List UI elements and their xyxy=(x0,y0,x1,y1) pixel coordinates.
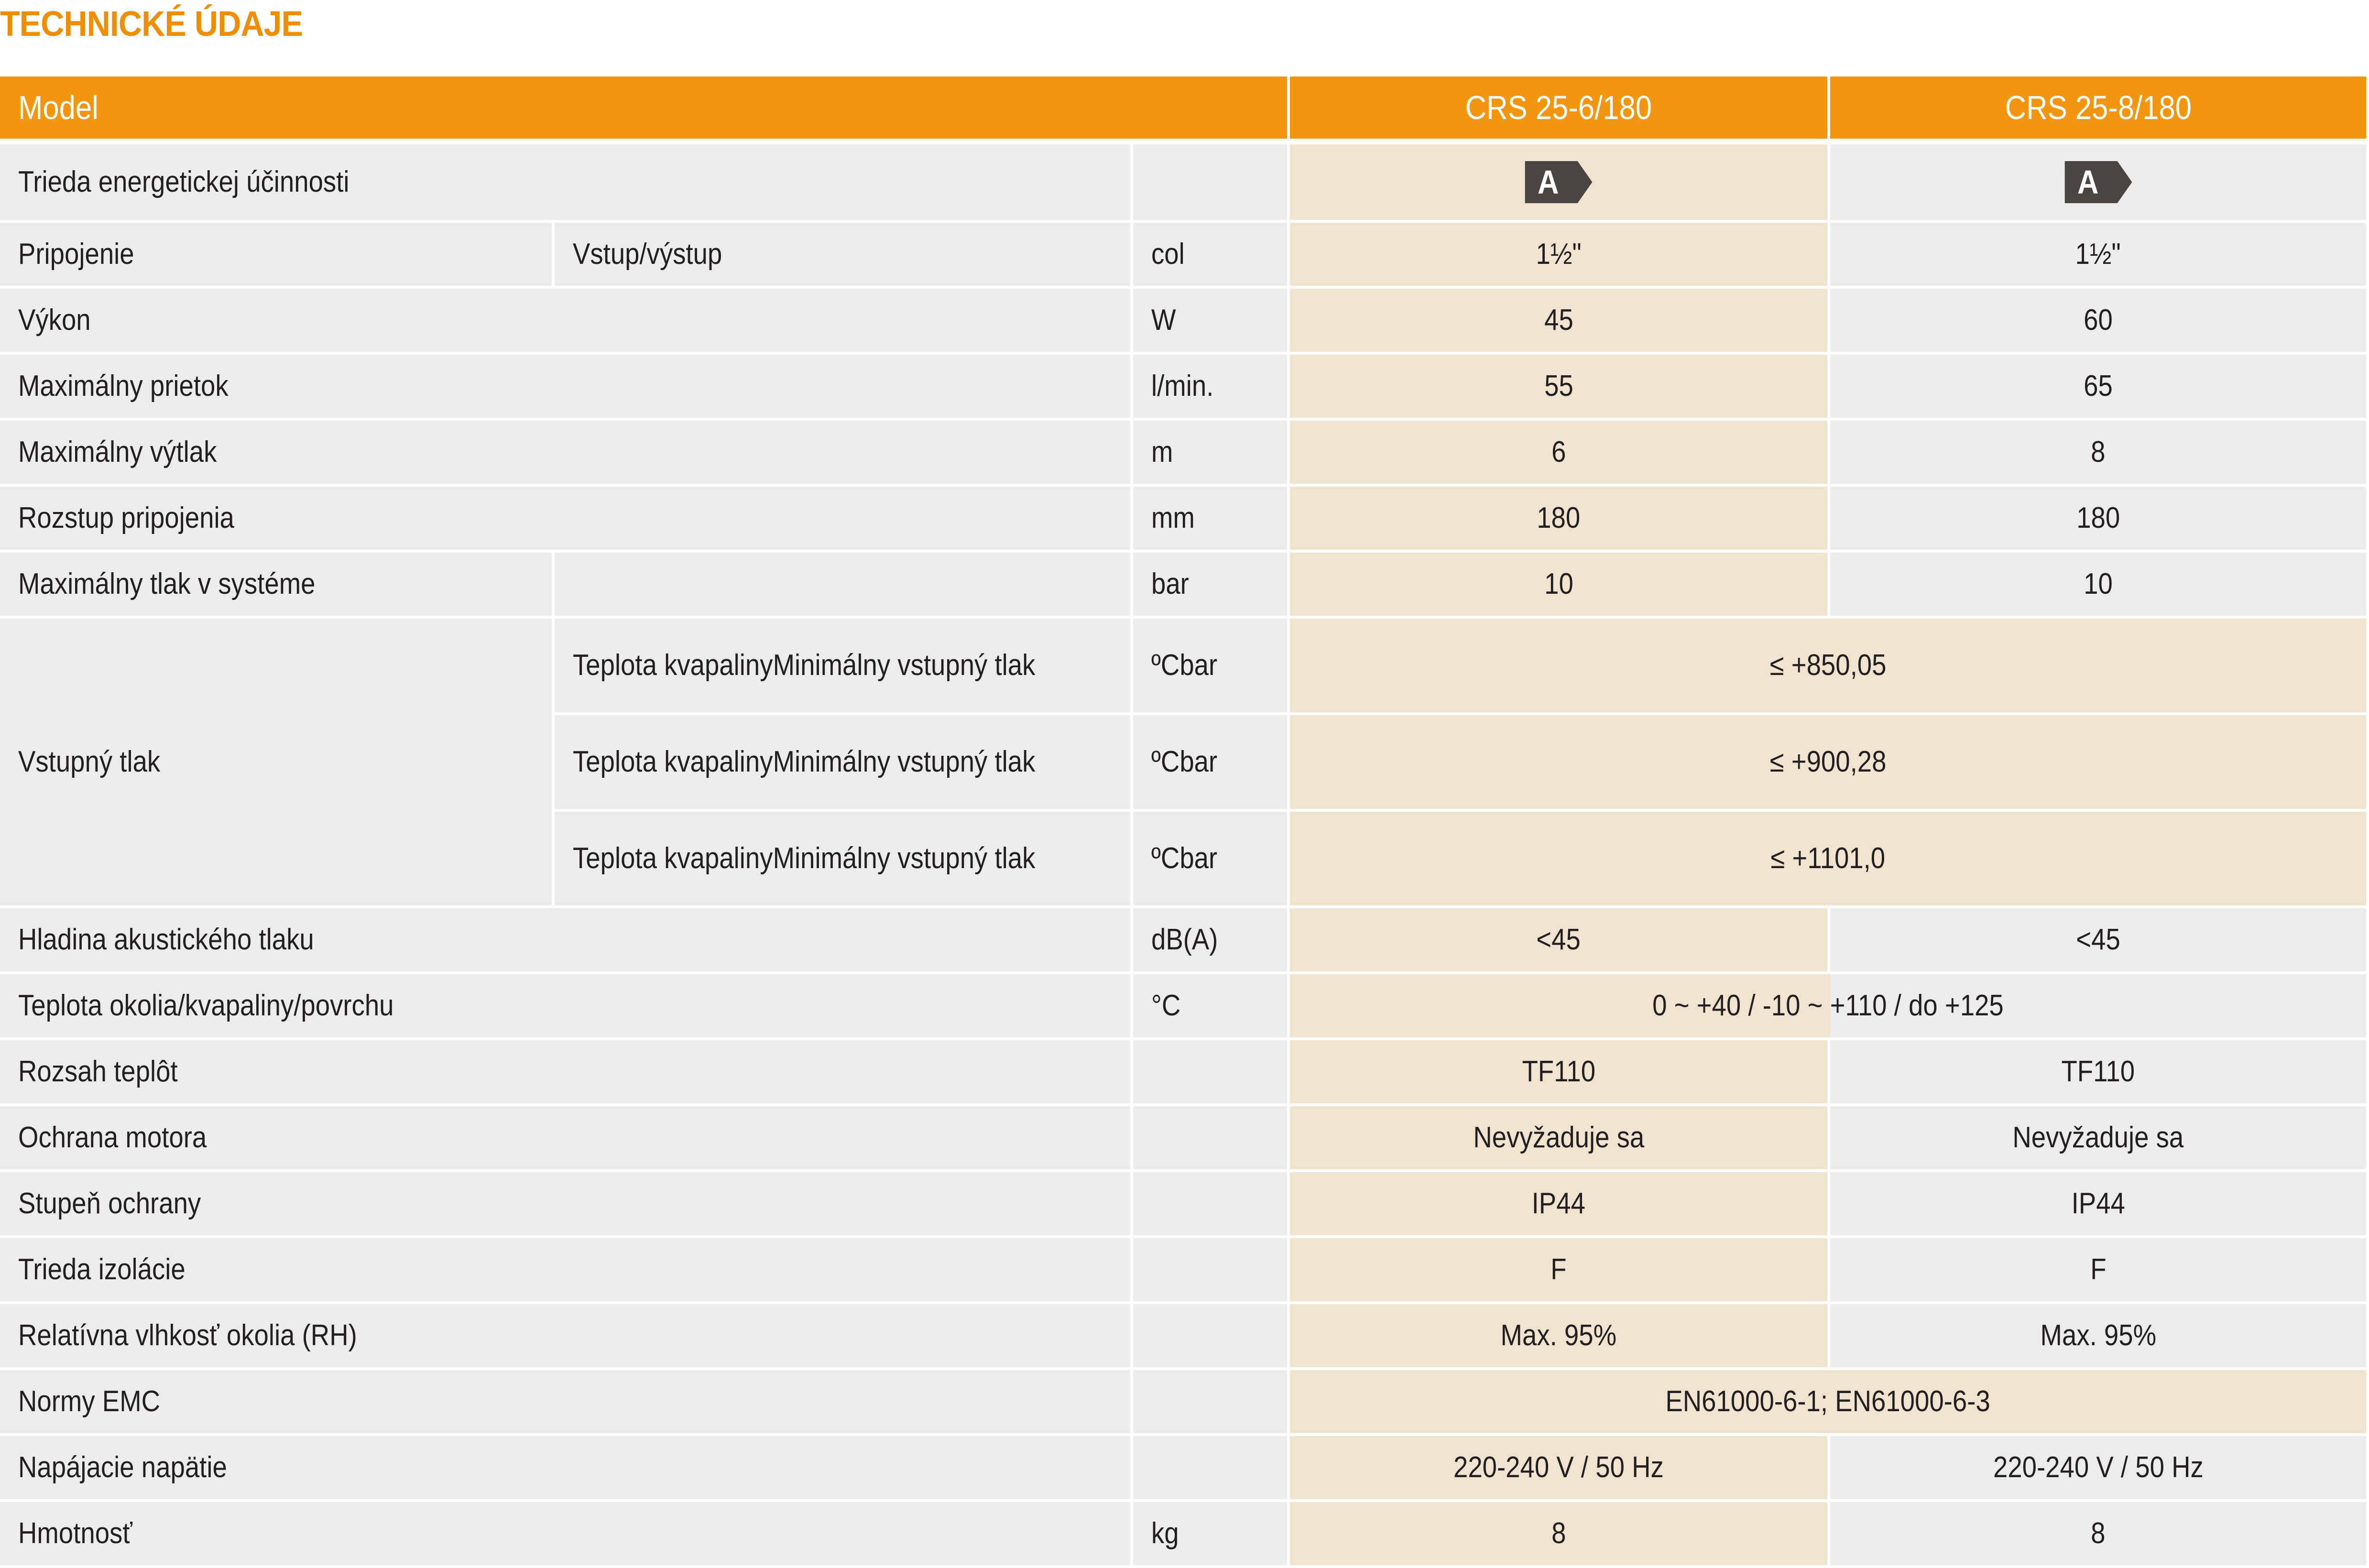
weight-value-1-text: 8 xyxy=(1551,1517,1566,1550)
max_pressure-value-2-text: 10 xyxy=(2084,567,2113,600)
humidity-value-2-text: Max. 95% xyxy=(2040,1319,2156,1352)
connection-value-2-text: 1½" xyxy=(2075,238,2121,271)
energy-badge-1 xyxy=(1525,161,1593,203)
noise-label xyxy=(0,908,1133,974)
emc-label-text: Normy EMC xyxy=(18,1385,161,1418)
motor_protection-value-1 xyxy=(1290,1106,1830,1172)
header-model-label-text: Model xyxy=(18,89,98,126)
emc-label xyxy=(0,1370,1133,1436)
connection-label xyxy=(0,223,555,289)
noise-value-1 xyxy=(1290,908,1830,974)
temp_range-value xyxy=(1290,974,2369,1040)
port_spacing-unit xyxy=(1133,487,1290,553)
max_head-value-2-text: 8 xyxy=(2091,436,2106,468)
inlet-row-3-labels xyxy=(555,812,1133,908)
weight-label xyxy=(0,1502,1133,1568)
voltage-value-1-text: 220-240 V / 50 Hz xyxy=(1453,1451,1664,1484)
inlet-row-1-values-line-1: ≤ +85 xyxy=(1769,649,1836,682)
inlet-row-2-values-line-2: 0,28 xyxy=(1835,745,1887,778)
insulation_class-value-1-text: F xyxy=(1550,1253,1567,1286)
port_spacing-unit-text: mm xyxy=(1151,501,1195,534)
connection-value-1-text: 1½" xyxy=(1536,238,1582,271)
humidity-unit xyxy=(1133,1304,1290,1370)
power-value-1-text: 45 xyxy=(1544,304,1573,337)
inlet-row-2-values xyxy=(1290,715,2369,812)
humidity-label xyxy=(0,1304,1133,1370)
max_flow-label xyxy=(0,355,1133,421)
temp_class-value-2 xyxy=(1830,1040,2369,1106)
max_flow-value-2 xyxy=(1830,355,2369,421)
inlet-row-3-units-line-1: ºC xyxy=(1151,842,1180,875)
humidity-value-1-text: Max. 95% xyxy=(1500,1319,1617,1352)
voltage-value-2-text: 220-240 V / 50 Hz xyxy=(1993,1451,2204,1484)
inlet-row-3-values-line-2: 1,0 xyxy=(1849,842,1886,875)
max_flow-value-1-text: 55 xyxy=(1544,370,1573,403)
max_flow-value-2-text: 65 xyxy=(2084,370,2113,403)
max_pressure-value-1-text: 10 xyxy=(1544,567,1573,600)
insulation_class-unit xyxy=(1133,1238,1290,1304)
inlet-row-2-units-line-1: ºC xyxy=(1151,745,1180,778)
energy-badge-1-letter: A xyxy=(1538,163,1559,201)
noise-value-2 xyxy=(1830,908,2369,974)
max_pressure-label xyxy=(0,553,555,619)
max_pressure-blank xyxy=(555,553,1133,619)
temp_range-unit xyxy=(1133,974,1290,1040)
power-label xyxy=(0,289,1133,355)
temp_class-value-2-text: TF110 xyxy=(2061,1055,2135,1088)
connection-label-text: Pripojenie xyxy=(18,238,134,271)
inlet-row-3-labels-line-1: Teplota kvapaliny xyxy=(573,842,773,875)
port_spacing-value-2-text: 180 xyxy=(2076,501,2120,534)
protection_degree-value-2 xyxy=(1830,1172,2369,1238)
insulation_class-value-1 xyxy=(1290,1238,1830,1304)
max_flow-unit-text: l/min. xyxy=(1151,370,1214,403)
weight-value-1 xyxy=(1290,1502,1830,1568)
weight-unit xyxy=(1133,1502,1290,1568)
voltage-label xyxy=(0,1436,1133,1502)
connection-sub-text: Vstup/výstup xyxy=(573,238,722,271)
protection_degree-value-1 xyxy=(1290,1172,1830,1238)
protection_degree-unit xyxy=(1133,1172,1290,1238)
connection-sub xyxy=(555,223,1133,289)
header-model-label xyxy=(0,76,1290,142)
temp_range-label-text: Teplota okolia/kvapaliny/povrchu xyxy=(18,989,394,1022)
max_pressure-unit xyxy=(1133,553,1290,619)
inlet-row-1-labels-line-1: Teplota kvapaliny xyxy=(573,649,773,682)
voltage-unit xyxy=(1133,1436,1290,1502)
temp_class-value-1-text: TF110 xyxy=(1522,1055,1595,1088)
noise-label-text: Hladina akustického tlaku xyxy=(18,923,314,956)
inlet_pressure-label xyxy=(0,619,555,908)
temp_class-unit xyxy=(1133,1040,1290,1106)
inlet-row-1-units-line-2: bar xyxy=(1179,649,1218,682)
inlet-row-3-values xyxy=(1290,812,2369,908)
max_head-label-text: Maximálny výtlak xyxy=(18,436,217,468)
energy_class-unit xyxy=(1133,144,1290,223)
power-unit-text: W xyxy=(1151,304,1176,337)
humidity-label-text: Relatívna vlhkosť okolia (RH) xyxy=(18,1319,357,1352)
energy-badge-2 xyxy=(2064,161,2132,203)
power-label-text: Výkon xyxy=(18,304,91,337)
weight-value-2 xyxy=(1830,1502,2369,1568)
header-model-2 xyxy=(1830,76,2369,142)
energy_class-value-1 xyxy=(1290,144,1830,223)
emc-value-text: EN61000-6-1; EN61000-6-3 xyxy=(1665,1385,1991,1418)
max_pressure-unit-text: bar xyxy=(1151,567,1189,600)
inlet-row-1-units-line-1: ºC xyxy=(1151,649,1180,682)
insulation_class-value-2-text: F xyxy=(2090,1253,2107,1286)
max_pressure-value-1 xyxy=(1290,553,1830,619)
inlet-row-2-labels-line-1: Teplota kvapaliny xyxy=(573,745,773,778)
max_pressure-label-text: Maximálny tlak v systéme xyxy=(18,567,316,600)
inlet-row-2-values-line-1: ≤ +90 xyxy=(1769,745,1836,778)
noise-unit xyxy=(1133,908,1290,974)
emc-value xyxy=(1290,1370,2369,1436)
max_head-value-1 xyxy=(1290,421,1830,487)
port_spacing-value-1-text: 180 xyxy=(1537,501,1581,534)
port_spacing-label-text: Rozstup pripojenia xyxy=(18,501,234,534)
header-model-1 xyxy=(1290,76,1830,142)
protection_degree-value-2-text: IP44 xyxy=(2071,1187,2125,1220)
humidity-value-2 xyxy=(1830,1304,2369,1370)
protection_degree-label xyxy=(0,1172,1133,1238)
max_head-label xyxy=(0,421,1133,487)
inlet-row-3-labels-line-2: Minimálny vstupný tlak xyxy=(773,842,1036,875)
page-title: TECHNICKÉ ÚDAJE xyxy=(0,4,303,44)
inlet-row-2-labels-line-2: Minimálny vstupný tlak xyxy=(773,745,1036,778)
weight-unit-text: kg xyxy=(1151,1517,1179,1550)
motor_protection-value-2 xyxy=(1830,1106,2369,1172)
inlet_pressure-label-text: Vstupný tlak xyxy=(18,745,161,778)
inlet-row-1-labels-line-2: Minimálny vstupný tlak xyxy=(773,649,1036,682)
connection-value-2 xyxy=(1830,223,2369,289)
motor_protection-value-1-text: Nevyžaduje sa xyxy=(1473,1121,1644,1154)
inlet-row-1-units xyxy=(1133,619,1290,715)
max_head-unit xyxy=(1133,421,1290,487)
temp_class-label-text: Rozsah teplôt xyxy=(18,1055,178,1088)
voltage-label-text: Napájacie napätie xyxy=(18,1451,227,1484)
insulation_class-label xyxy=(0,1238,1133,1304)
temp_range-label xyxy=(0,974,1133,1040)
noise-value-2-text: <45 xyxy=(2076,923,2120,956)
max_flow-unit xyxy=(1133,355,1290,421)
energy_class-value-2 xyxy=(1830,144,2369,223)
max_head-unit-text: m xyxy=(1151,436,1173,468)
inlet-row-1-values xyxy=(1290,619,2369,715)
insulation_class-label-text: Trieda izolácie xyxy=(18,1253,186,1286)
weight-label-text: Hmotnosť xyxy=(18,1517,132,1550)
power-unit xyxy=(1133,289,1290,355)
power-value-2-text: 60 xyxy=(2084,304,2113,337)
inlet-row-1-labels xyxy=(555,619,1133,715)
noise-unit-text: dB(A) xyxy=(1151,923,1218,956)
port_spacing-value-2 xyxy=(1830,487,2369,553)
inlet-row-2-units-line-2: bar xyxy=(1179,745,1218,778)
port_spacing-value-1 xyxy=(1290,487,1830,553)
connection-unit xyxy=(1133,223,1290,289)
temp_class-value-1 xyxy=(1290,1040,1830,1106)
max_head-value-2 xyxy=(1830,421,2369,487)
port_spacing-label xyxy=(0,487,1133,553)
energy-badge-2-letter: A xyxy=(2077,163,2098,201)
inlet-row-2-units xyxy=(1133,715,1290,812)
inlet-row-3-units xyxy=(1133,812,1290,908)
inlet-row-2-labels xyxy=(555,715,1133,812)
inlet-row-3-units-line-2: bar xyxy=(1179,842,1218,875)
motor_protection-value-2-text: Nevyžaduje sa xyxy=(2012,1121,2184,1154)
header-model-1-text: CRS 25-6/180 xyxy=(1465,89,1652,126)
noise-value-1-text: <45 xyxy=(1536,923,1581,956)
emc-unit xyxy=(1133,1370,1290,1436)
voltage-value-1 xyxy=(1290,1436,1830,1502)
inlet-row-1-values-line-2: 0,05 xyxy=(1835,649,1887,682)
max_pressure-value-2 xyxy=(1830,553,2369,619)
protection_degree-label-text: Stupeň ochrany xyxy=(18,1187,201,1220)
motor_protection-label-text: Ochrana motora xyxy=(18,1121,207,1154)
inlet-row-3-values-line-1: ≤ +110 xyxy=(1770,842,1849,875)
motor_protection-unit xyxy=(1133,1106,1290,1172)
max_flow-label-text: Maximálny prietok xyxy=(18,370,229,403)
insulation_class-value-2 xyxy=(1830,1238,2369,1304)
max_flow-value-1 xyxy=(1290,355,1830,421)
temp_class-label xyxy=(0,1040,1133,1106)
weight-value-2-text: 8 xyxy=(2091,1517,2106,1550)
power-value-1 xyxy=(1290,289,1830,355)
power-value-2 xyxy=(1830,289,2369,355)
protection_degree-value-1-text: IP44 xyxy=(1531,1187,1586,1220)
connection-value-1 xyxy=(1290,223,1830,289)
energy_class-label xyxy=(0,144,1133,223)
energy_class-label-text: Trieda energetickej účinnosti xyxy=(18,165,349,198)
motor_protection-label xyxy=(0,1106,1133,1172)
connection-unit-text: col xyxy=(1151,238,1185,271)
humidity-value-1 xyxy=(1290,1304,1830,1370)
voltage-value-2 xyxy=(1830,1436,2369,1502)
temp_range-value-text: 0 ~ +40 / -10 ~ +110 / do +125 xyxy=(1652,989,2004,1022)
temp_range-unit-text: °C xyxy=(1151,989,1181,1022)
header-model-2-text: CRS 25-8/180 xyxy=(2005,89,2192,126)
max_head-value-1-text: 6 xyxy=(1551,436,1566,468)
